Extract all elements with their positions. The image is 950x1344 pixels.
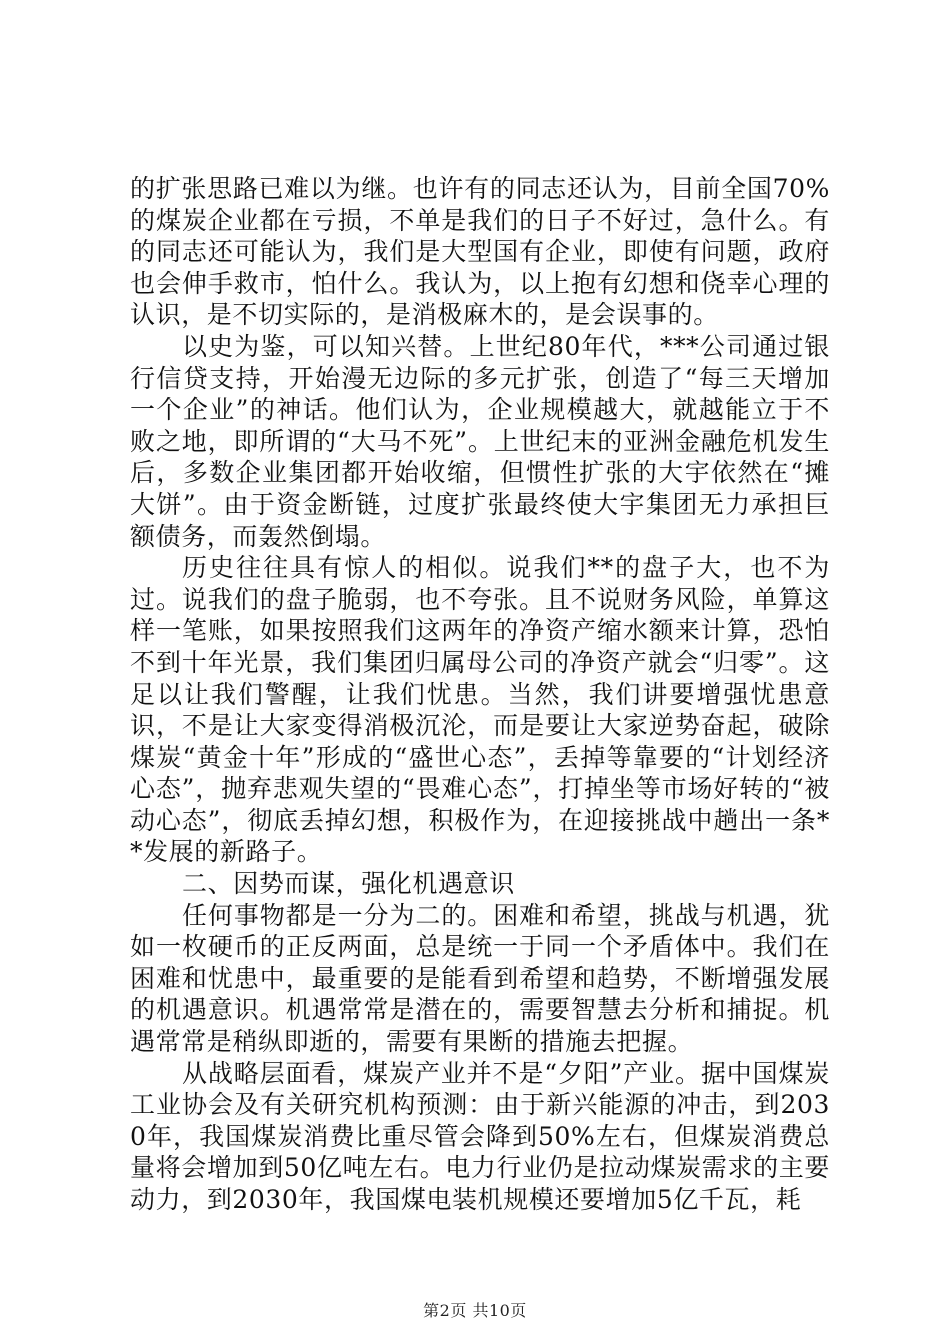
section-heading: 二、因势而谋，强化机遇意识 [182,869,515,899]
paragraph-opportunity: 任何事物都是一分为二的。困难和希望，挑战与机遇，犹如一枚硬币的正反两面，总是统一于同一个矛盾体中。我们在困难和忧患中，最重要的是能看到希望和趋势，不断增强发展的机遇意识。机遇常常是潜在的，需要智慧去分析和捕捉。机遇常常是稍纵即逝的，需要有果断的措施去把握。 [130,900,830,1057]
paragraph-continuation: 的扩张思路已难以为继。也许有的同志还认为，目前全国70%的煤炭企业都在亏损，不单是我们的日子不好过，急什么。有的同志还可能认为，我们是大型国有企业，即使有问题，政府也会伸手救市，怕什么。我认为，以上抱有幻想和侥幸心理的认识，是不切实际的，是消极麻木的，是会误事的。 [130,174,830,330]
document-body [130,173,830,1216]
page-footer: 第2页 共10页 [423,1301,527,1320]
paragraph-strategy: 从战略层面看，煤炭产业并不是“夕阳”产业。据中国煤炭工业协会及有关研究机构预测：由于新兴能源的冲击，到2030年，我国煤炭消费比重尽管会降到50%左右，但煤炭消费总量将会增加到50亿吨左右。电力行业仍是拉动煤炭需求的主要动力，到2030年，我国煤电装机规模还要增加5亿千瓦，耗 [130,1058,830,1214]
paragraph-history-similarity: 历史往往具有惊人的相似。说我们**的盘子大，也不为过。说我们的盘子脆弱，也不夸张。且不说财务风险，单算这样一笔账，如果按照我们这两年的净资产缩水额来计算，恐怕不到十年光景，我们集团归属母公司的净资产就会“归零”。这足以让我们警醒，让我们忧患。当然，我们讲要增强忧患意识，不是让大家变得消极沉沦，而是要让大家逆势奋起，破除煤炭“黄金十年”形成的“盛世心态”，丢掉等靠要的“计划经济心态”，抛弃悲观失望的“畏难心态”，打掉坐等市场好转的“被动心态”，彻底丢掉幻想，积极作为，在迎接挑战中趟出一条**发展的新路子。 [130,553,830,867]
paragraph-history-lesson: 以史为鉴，可以知兴替。上世纪80年代，***公司通过银行信贷支持，开始漫无边际的多元扩张，创造了“每三天增加一个企业”的神话。他们认为，企业规模越大，就越能立于不败之地，即所谓的“大马不死”。上世纪末的亚洲金融危机发生后，多数企业集团都开始收缩，但惯性扩张的大宇依然在“摊大饼”。由于资金断链，过度扩张最终使大宇集团无力承担巨额债务，而轰然倒塌。 [130,331,830,551]
